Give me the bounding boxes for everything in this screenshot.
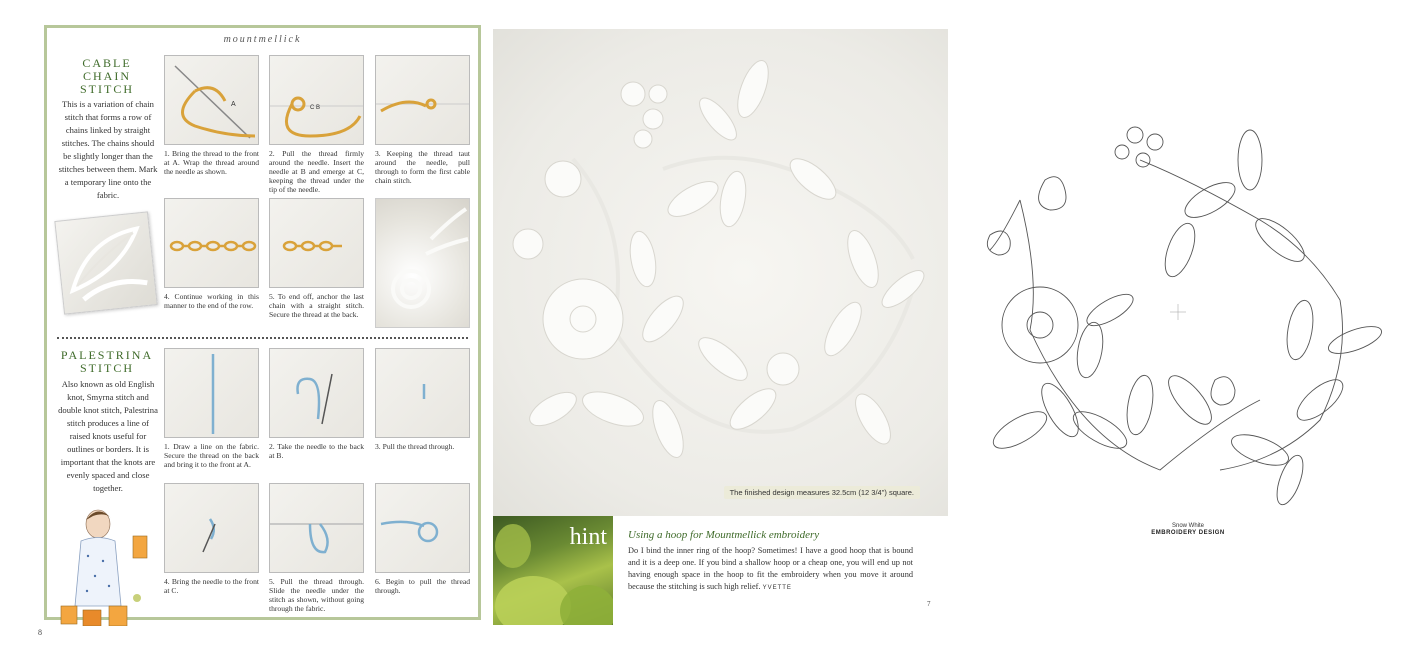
title-line: STITCH [80, 361, 134, 375]
palestrina-title [55, 349, 159, 375]
step-photo [375, 55, 470, 145]
palestrina-description: Also known as old English knot, Smyrna stitch and double knot stitch, Palestrina stitch produces a line of raised knots useful for outlines or borders. It is important that the knots are evenly spaced and close together. [58, 379, 158, 493]
cable-step-5 [269, 198, 364, 319]
closeup-embroidery-photo [375, 198, 470, 328]
step-photo [269, 348, 364, 438]
pattern-name: Snow White [1171, 523, 1204, 529]
step-photo [269, 55, 364, 145]
svg-text:A: A [231, 101, 236, 108]
pattern-subtitle: EMBROIDERY DESIGN [1151, 530, 1225, 536]
step-caption: 3. Keeping the thread taut around the needle, pull through to form the first cable chain stitch. [375, 149, 470, 185]
cable-chain-description: This is a variation of chain stitch that forms a row of chains linked by straight stitches. The chains should be slightly longer than the stitches between them. Mark a temporary line onto the fabric. [58, 99, 158, 200]
step-photo [164, 483, 259, 573]
palestrina-step-3 [375, 348, 470, 451]
title-line: CHAIN [83, 69, 131, 83]
step-caption: 1. Draw a line on the fabric. Secure the thread on the back and bring it to the front at A. [164, 442, 259, 469]
title-line: CABLE [82, 56, 132, 70]
left-page [38, 25, 481, 637]
step-photo [164, 348, 259, 438]
cable-step-2 [269, 55, 364, 194]
step-photo [164, 198, 259, 288]
hint-text: Do I bind the inner ring of the hoop? Sometimes! I have a good hoop that is bound and it is a deep one. If you bind a shallow hoop or a cheap one, you will end up not having enough space in the hoop to fit the embroidery when you move it around because the stitching is such high relief. [628, 546, 913, 591]
palestrina-step-2 [269, 348, 364, 460]
palestrina-step-1 [164, 348, 259, 469]
cable-step-4 [164, 198, 259, 310]
step-photo [269, 483, 364, 573]
step-photo [375, 483, 470, 573]
palestrina-step-4 [164, 483, 259, 595]
step-photo [269, 198, 364, 288]
section-divider [57, 337, 468, 339]
svg-text:C B: C B [310, 105, 321, 111]
pattern-line-drawing [960, 100, 1400, 520]
step-caption: 2. Pull the thread firmly around the needle. Insert the needle at B and emerge at C, keeping the thread under the tip of the needle. [269, 149, 364, 194]
step-caption: 4. Bring the needle to the front at C. [164, 577, 259, 595]
step-caption: 3. Pull the thread through. [375, 442, 455, 451]
step-photo [375, 348, 470, 438]
finished-design-photo [493, 29, 948, 516]
hint-author: YVETTE [762, 585, 792, 591]
step-caption: 5. To end off, anchor the last chain with a straight stitch. Secure the thread at the back. [269, 292, 364, 319]
step-caption: 1. Bring the thread to the front at A. Wrap the thread around the needle as shown. [164, 149, 259, 176]
step-caption: 2. Take the needle to the back at B. [269, 442, 364, 460]
page-number: 7 [927, 600, 931, 608]
hint-label: hint [569, 524, 607, 550]
hint-body [628, 545, 913, 594]
cable-step-3 [375, 55, 470, 185]
step-photo [164, 55, 259, 145]
cable-step-1 [164, 55, 259, 176]
center-page [493, 29, 948, 625]
leaf-embroidery-photo [54, 211, 157, 314]
title-line: STITCH [80, 82, 134, 96]
cable-chain-title [55, 57, 159, 96]
figs-photo [493, 516, 613, 625]
title-line: PALESTRINA [60, 348, 154, 362]
running-head: mountmellick [223, 34, 302, 45]
step-caption: 4. Continue working in this manner to the end of the row. [164, 292, 259, 310]
photo-caption: The finished design measures 32.5cm (12 3/4") square. [724, 486, 920, 499]
palestrina-step-5 [269, 483, 364, 613]
pattern-page [960, 100, 1400, 560]
palestrina-step-6 [375, 483, 470, 595]
step-caption: 5. Pull the thread through. Slide the needle under the stitch as shown, without going through the fabric. [269, 577, 364, 613]
page-number: 8 [38, 628, 42, 637]
step-caption: 6. Begin to pull the thread through. [375, 577, 470, 595]
hint-title: Using a hoop for Mountmellick embroidery [628, 529, 820, 541]
woman-illustration [53, 506, 163, 626]
